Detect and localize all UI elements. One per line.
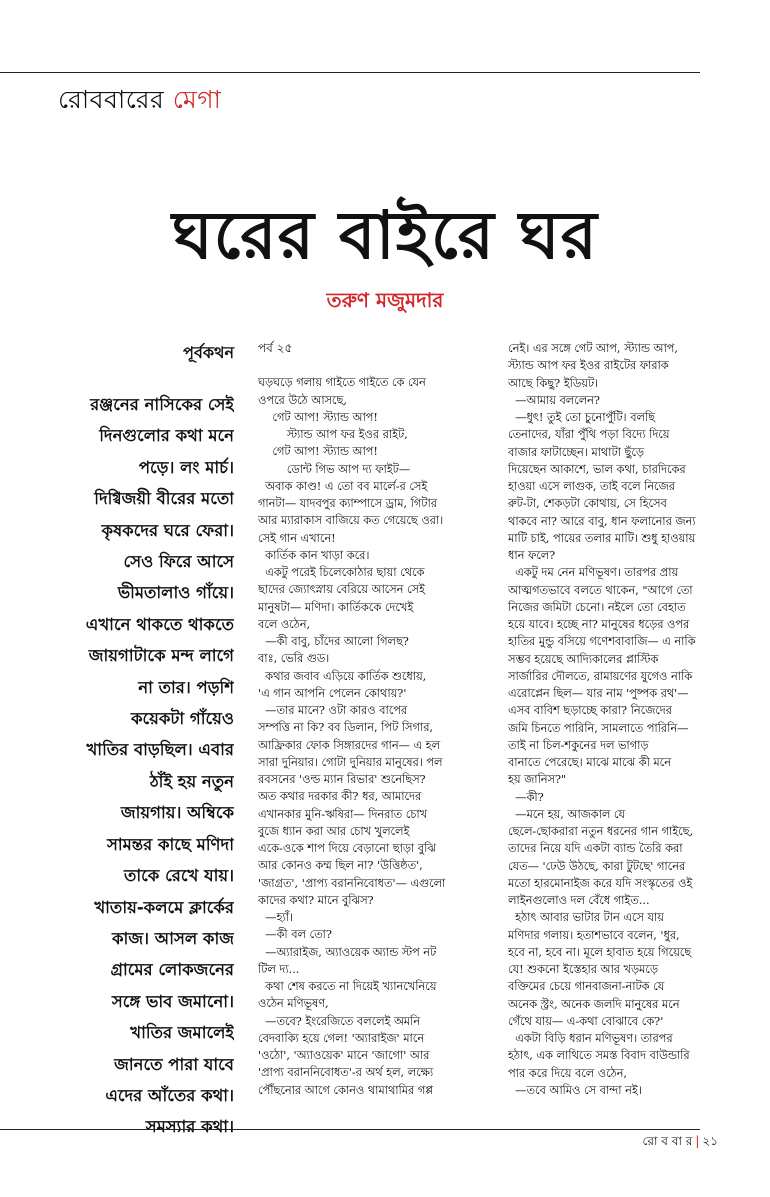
text-line: বেদবাক্যি হয়ে গেল! 'অ্যারাইজ' মানে (258, 1031, 425, 1045)
text-line: পৌঁছনোর আগে কোনও থামাথামির গপ্প (258, 1083, 433, 1097)
body-text-1 (258, 374, 480, 1099)
text-line: ওঠেন মণিভূষণ, (258, 997, 329, 1011)
text-line: মতো হারমোনাইজ করে যদি সংস্কৃতের ওই (508, 876, 693, 890)
page-number: ২১ (702, 1134, 718, 1148)
text-line: লাইনগুলোও দল বেঁধে গাইত... (508, 894, 650, 907)
body-column-1 (258, 340, 480, 1099)
text-line: বক্তিমের চেয়ে গানবাজনা-নাটক যে (508, 980, 665, 994)
text-line: বলে ওঠেন, (258, 617, 311, 631)
text-line: —মনে হয়, আজকাল যে (508, 807, 625, 821)
text-line: ওপরে উঠে আসছে, (258, 393, 347, 407)
text-line: রুট-টা, শেকড়টা কোথায়, সে হিসেব (508, 497, 667, 511)
text-line: —কী বাবু, চাঁদের আলো গিলছ? (258, 635, 409, 648)
text-line: তেনাদের, যাঁরা পুঁথি পড়া বিদ্যে দিয়ে (508, 428, 670, 442)
text-line: গেট আপ! স্ট্যান্ড আপ! (258, 445, 378, 459)
text-line: গেঁথে যায়— এ-কথা বোঝাবে কে?' (508, 1014, 664, 1028)
text-line: রবসনের 'ওল্ড ম্যান রিভার' শুনেছিস? (258, 773, 426, 786)
text-line: স্ট্যান্ড আপ ফর ইওর রাইটের ফারাক (508, 359, 669, 373)
text-line: —হ্যাঁ। (258, 911, 294, 924)
text-line: আফ্রিকার ফোক সিঙ্গারদের গান— এ হল (258, 738, 441, 752)
synopsis-text (56, 389, 234, 1143)
text-line: তাদের নিয়ে যদি একটা ব্যান্ড তৈরি করা (508, 842, 683, 856)
text-line: ডোন্ট গিভ আপ দ্য ফাইট— (258, 462, 411, 476)
article-title: ঘরের বাইরে ঘর (172, 197, 598, 274)
text-line: সম্পত্তি না কি? বব ডিলান, পিট সিগার, (258, 721, 434, 735)
text-line: মাটি চাই, পায়ের তলার মাটি। শুধু হাওয়ায় (508, 531, 696, 545)
text-line: অত কথার দরকার কী? ধর, আমাদের (258, 790, 422, 804)
synopsis-heading: পূর্বকথন (183, 343, 234, 362)
text-line: কৃষকদের ঘরে ফেরা। (101, 520, 234, 540)
text-line: তাই না চিল-শকুনের দল ভাগাড় (508, 738, 649, 752)
text-line: গ্রামের লোকজনের (110, 960, 234, 980)
text-line: সেও ফিরে আসে (123, 552, 234, 572)
text-line: অবাক কাণ্ড! এ তো বব মার্লে-র সেই (258, 479, 428, 493)
text-line: জায়গাটাকে মন্দ লাগে (88, 646, 234, 666)
text-line: ছেলে-ছোকরারা নতুন ধরনের গান গাইছে, (508, 825, 694, 838)
text-line: —আমায় বললেন? (508, 393, 600, 407)
text-line: দিয়েছেন আকাশে, ভাল কথা, চারদিকের (508, 462, 686, 476)
text-line: —কী বল তো? (258, 928, 332, 942)
text-line: দিনগুলোর কথা মনে (99, 426, 234, 446)
text-line: —ধুৎ! তুই তো চুনোপুঁটি। বলছি (508, 411, 655, 424)
text-line: হয়ে যাবে। হচ্ছে না? মানুষের ধড়ের ওপর (508, 618, 690, 631)
part-label: পর্ব ২৫ (258, 341, 293, 355)
text-line: ছাদের জ্যোৎস্নায় বেরিয়ে আসেন সেই (258, 583, 425, 597)
text-line: সার্জারির দৌলতে, রামায়ণের যুগেও নাকি (508, 669, 693, 683)
text-line: ঠাঁই হয় নতুন (149, 771, 234, 791)
top-rule (0, 72, 700, 73)
body-column-2 (508, 340, 718, 1099)
text-line: দিগ্বিজয়ী বীরের মতো (94, 489, 234, 509)
text-line: হাতির মুন্ডু বসিয়ে গণেশবাবাজি— এ নাকি (508, 635, 696, 649)
text-line: বাঃ, ভেরি গুড। (258, 652, 330, 666)
text-line: জমি চিনতে পারিনি, সামলাতে পারিনি— (508, 721, 689, 735)
text-line: গানটা— যাদবপুর ক্যাম্পাসে ড্রাম, গিটার (258, 497, 437, 510)
text-line: হঠাৎ, এক লাথিতে সমস্ত বিবাদ বাউন্ডারি (508, 1049, 690, 1063)
article-author: তরুণ মজুমদার (326, 288, 444, 312)
text-line: সামন্তর কাছে মণিদা (106, 834, 234, 854)
text-line: আত্মগতভাবে বলতে থাকেন, "আগে তো (508, 583, 693, 597)
text-line: 'এ গান আপনি পেলেন কোথায়?' (258, 686, 407, 700)
text-line: এদের আঁতের কথা। (105, 1085, 234, 1105)
body-text-2 (508, 340, 718, 1099)
text-line: হয় জানিস?" (508, 773, 567, 787)
text-line: আছে কিছু? ইডিয়ট। (508, 376, 599, 390)
footer-separator: | (695, 1134, 700, 1148)
text-line: কথার জবাব এড়িয়ে কার্তিক শুধোয়, (258, 669, 427, 683)
text-line: খাতির বাড়ছিল। এবার (86, 740, 234, 760)
text-line: একে-ওকে শাপ দিয়ে বেড়ানো ছাড়া বুঝি (258, 842, 436, 855)
text-line: নেই। এর সঙ্গে গেট আপ, স্ট্যান্ড আপ, (508, 342, 678, 355)
synopsis-column (56, 340, 234, 1143)
text-line: —তবে? ইংরেজিতে বললেই অমনি (258, 1014, 421, 1028)
text-line: স্ট্যান্ড আপ ফর ইওর রাইট, (258, 428, 408, 441)
text-line: হাওয়া এসে লাগুক, তাই বলে নিজের (508, 480, 675, 493)
section-accent-label: মেগা (172, 85, 222, 114)
text-line: একটু দম নেন মণিভূষণ। তারপর প্রায় (508, 566, 679, 580)
text-line: 'ওঠো', 'অ্যাওয়েক' মানে 'জাগো' আর (258, 1049, 430, 1062)
text-line: গেট আপ! স্ট্যান্ড আপ! (258, 410, 378, 424)
text-line: যে! শুকনো ইস্তেহার আর খড়মড়ে (508, 963, 658, 976)
page-footer (643, 1133, 718, 1153)
text-line: সেই গান এখানে! (258, 531, 336, 545)
text-line: তাকে রেখে যায়। (124, 866, 234, 886)
text-line: টিল দ্য... (258, 962, 300, 976)
text-line: মানুষটা— মণিদা। কার্তিককে দেখেই (258, 600, 414, 614)
text-line: খাতির জমালেই (130, 1023, 234, 1043)
text-line: আর কোনও কম্ম ছিল না? 'উত্তিষ্ঠত', (258, 859, 423, 873)
text-line: মণিদার গলায়। হতাশভাবে বলেন, 'ধুর, (508, 928, 680, 942)
text-line: ভীমতালাও গাঁয়ে। (117, 583, 234, 603)
text-line: পড়ে। লং মার্চ। (138, 457, 234, 477)
text-line: কাদের কথা? মানে বুঝিস? (258, 893, 374, 907)
text-line: বুজে ধ্যান করা আর চোখ খুললেই (258, 824, 410, 838)
text-line: হঠাৎ আবার ভাটার টান এসে যায় (508, 911, 664, 925)
section-header (58, 80, 221, 123)
text-line: থাকবে না? আরে বাবু, ধান ফলানোর জন্য (508, 514, 696, 528)
text-line: রঞ্জনের নাসিকের সেই (90, 395, 234, 414)
text-line: —কী? (508, 790, 544, 804)
text-line: কথা শেষ করতে না দিয়েই খ্যানখেনিয়ে (258, 980, 437, 993)
text-line: সারা দুনিয়ার। গোটা দুনিয়ার মানুষের। পল (258, 755, 443, 769)
text-line: কয়েকটা গাঁয়েও (130, 709, 234, 729)
text-line: ধান ফলে? (508, 549, 556, 562)
text-line: সঙ্গে ভাব জমানো। (111, 991, 234, 1011)
text-line: কার্তিক কান খাড়া করে। (258, 548, 370, 562)
text-line: নিজের জমিটা চেনো। নইলে তো বেহাত (508, 600, 686, 614)
text-line: ঘড়ঘড়ে গলায় গাইতে গাইতে কে যেন (258, 376, 426, 390)
text-line: অনেক স্ট্রং, অনেক জলদি মানুষের মনে (508, 997, 680, 1011)
text-line: বাজার ফাটাচ্ছেন। মাথাটা ছুঁড়ে (508, 445, 644, 459)
text-line: এসব বাবিশ ছড়াচ্ছে কারা? নিজেদের (508, 704, 672, 718)
section-label: রোববারের (58, 85, 165, 114)
text-line: জানতে পারা যাবে (114, 1054, 234, 1074)
text-line: যেত— 'ঢেউ উঠছে, কারা টুটছে' গানের (508, 859, 686, 873)
text-line: হবে না, হবে না। মূলে হাবাত হয়ে গিয়েছে (508, 945, 692, 959)
text-line: এরোপ্লেন ছিল— যার নাম 'পুষ্পক রথ'— (508, 687, 689, 700)
bottom-rule (0, 1129, 700, 1130)
text-line: —তবে আমিও সে বান্দা নই। (508, 1083, 642, 1097)
text-line: একটা বিড়ি ধরান মণিভূষণ। তারপর (508, 1032, 673, 1045)
text-line: পার করে দিয়ে বলে ওঠেন, (508, 1066, 628, 1080)
text-line: আর ম্যারাকাস বাজিয়ে কত গেয়েছে ওরা। (258, 514, 444, 528)
text-line: না তার। পড়শি (138, 677, 234, 697)
text-line: —তার মানে? ওটা কারও বাপের (258, 704, 408, 717)
footer-magazine-name: রো ব বা র (642, 1134, 693, 1148)
text-line: 'জাগ্রত', 'প্রাপ্য বরাননিবোধত'— এগুলো (258, 876, 446, 890)
text-line: এখানকার মুনি-ঋষিরা— দিনরাত চোখ (258, 807, 428, 821)
text-line: সমস্যার কথা। (145, 1117, 234, 1137)
text-line: একটু পরেই চিলেকোঠার ছায়া থেকে (258, 566, 425, 579)
text-line: সম্ভব হয়েছে আদ্যিকালের প্লাস্টিক (508, 652, 659, 666)
text-line: কাজ। আসল কাজ (111, 928, 234, 948)
text-line: জায়গায়। অম্বিকে (120, 803, 234, 823)
text-line: 'প্রাপ্য বরাননিবোধত'-র অর্থ হল, লক্ষ্যে (258, 1066, 434, 1080)
text-line: এখানে থাকতে থাকতে (85, 614, 234, 634)
text-line: —অ্যারাইজ, অ্যাওয়েক অ্যান্ড স্টপ নট (258, 945, 437, 959)
text-line: খাতায়-কলমে ক্লার্কের (94, 897, 234, 917)
text-line: বানাতে পেরেছে। মাঝে মাঝে কী মনে (508, 756, 671, 769)
